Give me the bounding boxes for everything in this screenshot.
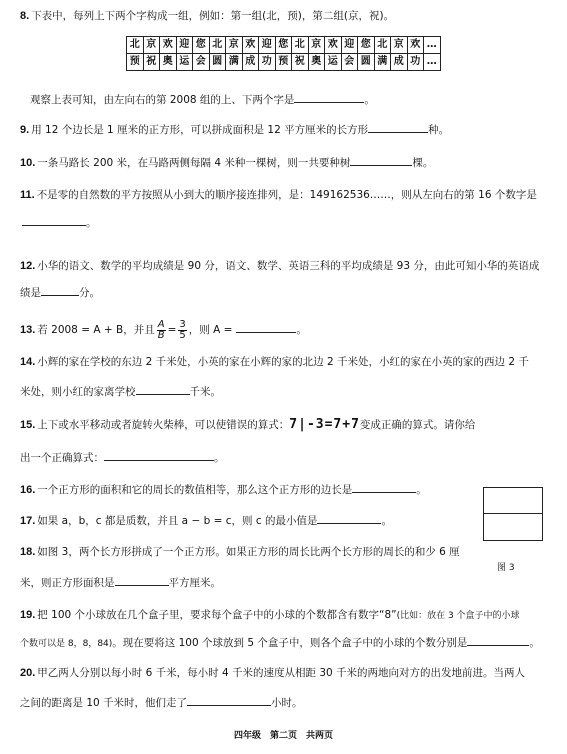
- equals-sign: =: [167, 324, 177, 336]
- question-number: 15.: [20, 419, 36, 431]
- table-cell: 功: [259, 54, 276, 71]
- fraction-denominator: 5: [179, 329, 186, 341]
- table-cell: 京: [226, 37, 243, 54]
- table-cell: 奥: [160, 54, 177, 71]
- table-cell: 迎: [176, 37, 193, 54]
- table-cell: 北: [292, 37, 309, 54]
- question-15-line-2: [20, 449, 225, 466]
- question-text: 绩是: [20, 287, 41, 299]
- table-cell: 会: [341, 54, 358, 71]
- table-cell: 迎: [341, 37, 358, 54]
- table-cell: 成: [242, 54, 259, 71]
- answer-blank[interactable]: [294, 91, 364, 103]
- question-text: 变成正确的算式。请你给: [359, 419, 476, 431]
- question-18: [20, 544, 460, 560]
- question-18-line-2: [20, 574, 221, 591]
- table-cell: 北: [374, 37, 391, 54]
- table-cell: …: [424, 37, 441, 54]
- table-cell: 满: [374, 54, 391, 71]
- question-text-small: 个数可以是 8，8，84): [20, 639, 113, 649]
- question-11: [20, 187, 537, 203]
- question-text-small: (比如：放在 3 个盒子中的小球: [396, 611, 520, 621]
- question-text: 一条马路长 200 米，在马路两侧每隔 4 米种一棵树，则一共要种树: [37, 157, 351, 169]
- table-row-bottom: [127, 54, 441, 71]
- matchstick-equation: 7|-3=7+7: [289, 417, 360, 432]
- answer-blank[interactable]: [22, 214, 86, 226]
- table-cell: 预: [275, 54, 292, 71]
- question-text: 把 100 个小球放在几个盒子里，要求每个盒子中的小球的个数都含有数字“8”: [37, 609, 397, 621]
- table-cell: 欢: [160, 37, 177, 54]
- question-text: 小辉的家在学校的东边 2 千米处，小英的家在小辉的家的北边 2 千米处，小红的家在小英的家的西边 2 千: [37, 356, 529, 368]
- question-19: [20, 607, 520, 624]
- question-text: 观察上表可知，由左向右的第 2008 组的上、下两个字是: [30, 94, 295, 106]
- question-text: 。现在要将这 100 个球放到 5 个盒子中，则各个盒子中的小球的个数分别是: [112, 637, 468, 649]
- question-10: [20, 154, 433, 171]
- question-text: 出一个正确算式：: [20, 452, 104, 464]
- table-cell: …: [424, 54, 441, 71]
- question-text-end: 。: [296, 324, 307, 336]
- answer-blank[interactable]: [187, 694, 271, 706]
- question-text: ，则 A =: [188, 324, 233, 336]
- question-16: [20, 481, 427, 498]
- table-cell: 京: [391, 37, 408, 54]
- fraction-numerator: 3: [179, 318, 186, 330]
- question-text-end: 。: [381, 515, 392, 527]
- question-text-end: 。: [86, 217, 97, 229]
- table-row-top: [127, 37, 441, 54]
- answer-blank[interactable]: [41, 284, 79, 296]
- question-17: [20, 512, 392, 529]
- question-number: 9.: [20, 124, 30, 136]
- answer-blank[interactable]: [368, 121, 428, 133]
- table-cell: 奥: [308, 54, 325, 71]
- question-9: [20, 121, 449, 138]
- question-text-end: 。: [416, 484, 427, 496]
- fraction-numerator: A: [157, 318, 165, 330]
- question-text-end: 分。: [79, 287, 100, 299]
- question-text-end: 平方厘米。: [168, 577, 221, 589]
- table-cell: 预: [127, 54, 144, 71]
- question-text: 如果 a，b，c 都是质数，并且 a − b = c，则 c 的最小值是: [37, 515, 318, 527]
- question-8-prompt: [30, 91, 375, 108]
- question-number: 18.: [20, 546, 36, 558]
- question-text: 一个正方形的面积和它的周长的数值相等，那么这个正方形的边长是: [37, 484, 353, 496]
- table-cell: 京: [308, 37, 325, 54]
- fraction-a-over-b: [157, 320, 166, 341]
- question-number: 11.: [20, 189, 35, 201]
- question-text: 下表中，每列上下两个字构成一组，例如：第一组(北，预)，第二组(京，祝)。: [31, 10, 395, 22]
- fraction-denominator: B: [157, 329, 165, 341]
- question-number: 17.: [20, 515, 36, 527]
- table-cell: 祝: [143, 54, 160, 71]
- question-text: 用 12 个边长是 1 厘米的正方形，可以拼成面积是 12 平方厘米的长方形: [31, 124, 369, 136]
- table-cell: 圆: [209, 54, 226, 71]
- answer-blank[interactable]: [467, 634, 529, 646]
- question-text: 不是零的自然数的平方按照从小到大的顺序接连排列，是：149162536……，则从左向右的第 16 个数字是: [36, 189, 537, 201]
- question-text-end: 。: [364, 94, 375, 106]
- question-text-end: 棵。: [412, 157, 434, 169]
- table-cell: 满: [226, 54, 243, 71]
- table-cell: 京: [143, 37, 160, 54]
- table-cell: 成: [391, 54, 408, 71]
- question-text: 上下或水平移动或者旋转火柴棒，可以使错误的算式：: [37, 419, 290, 431]
- question-number: 13.: [20, 324, 36, 336]
- question-8: [20, 8, 394, 24]
- question-text-end: 。: [214, 452, 225, 464]
- answer-blank[interactable]: [317, 512, 381, 524]
- question-text: 米处，则小红的家离学校: [20, 386, 136, 398]
- table-cell: 圆: [358, 54, 375, 71]
- table-cell: 祝: [292, 54, 309, 71]
- question-text-end: 种。: [428, 124, 450, 136]
- table-cell: 功: [407, 54, 424, 71]
- question-number: 12.: [20, 260, 36, 272]
- question-20-line-2: [20, 694, 303, 711]
- figure-3-divider-line: [484, 513, 542, 514]
- table-cell: 欢: [242, 37, 259, 54]
- question-text-end: 小时。: [271, 697, 303, 709]
- fraction-three-fifths: [178, 320, 186, 341]
- table-cell: 北: [209, 37, 226, 54]
- question-14: [20, 354, 529, 370]
- page-footer: 四年级 第二页 共两页: [233, 731, 333, 741]
- table-cell: 您: [193, 37, 210, 54]
- table-cell: 您: [358, 37, 375, 54]
- table-cell: 欢: [325, 37, 342, 54]
- question-15: [20, 417, 475, 433]
- answer-blank[interactable]: [352, 481, 416, 493]
- question-19-line-2: [20, 634, 540, 652]
- figure-3-caption: 图 3: [497, 563, 515, 573]
- question-number: 10.: [20, 157, 36, 169]
- question-number: 16.: [20, 484, 36, 496]
- answer-blank[interactable]: [136, 383, 190, 395]
- table-cell: 北: [127, 37, 144, 54]
- table-cell: 您: [275, 37, 292, 54]
- answer-blank[interactable]: [350, 154, 412, 166]
- question-text-end: 。: [529, 637, 540, 649]
- answer-blank[interactable]: [236, 321, 296, 333]
- question-13: [20, 318, 307, 342]
- question-text: 如图 3，两个长方形拼成了一个正方形。如果正方形的周长比两个长方形的周长的和少 6 厘: [37, 546, 460, 558]
- figure-3-square: [483, 487, 543, 541]
- question-text: 之间的距离是 10 千米时，他们走了: [20, 697, 188, 709]
- answer-blank[interactable]: [104, 449, 214, 461]
- question-number: 14.: [20, 356, 36, 368]
- table-cell: 会: [193, 54, 210, 71]
- question-11-answer-line: [22, 214, 97, 231]
- question-text: 米，则正方形面积是: [20, 577, 115, 589]
- table-cell: 迎: [259, 37, 276, 54]
- question-12: [20, 258, 539, 274]
- table-cell: 欢: [407, 37, 424, 54]
- question-20: [20, 665, 525, 681]
- question-number: 20.: [20, 667, 36, 679]
- question-text: 小华的语文、数学的平均成绩是 90 分，语文、数学、英语三科的平均成绩是 93 分，由此可知小华的英语成: [37, 260, 540, 272]
- answer-blank[interactable]: [115, 574, 169, 586]
- question-number: 8.: [20, 10, 30, 22]
- table-cell: 运: [325, 54, 342, 71]
- question-12-line-2: [20, 284, 100, 301]
- table-cell: 运: [176, 54, 193, 71]
- character-table: [126, 36, 441, 71]
- question-14-line-2: [20, 383, 221, 400]
- question-number: 19.: [20, 609, 36, 621]
- question-text: 若 2008 = A + B，并且: [37, 324, 155, 336]
- question-text-end: 千米。: [189, 386, 221, 398]
- question-text: 甲乙两人分别以每小时 6 千米，每小时 4 千米的速度从相距 30 千米的两地向对方的出发地前进。当两人: [37, 667, 526, 679]
